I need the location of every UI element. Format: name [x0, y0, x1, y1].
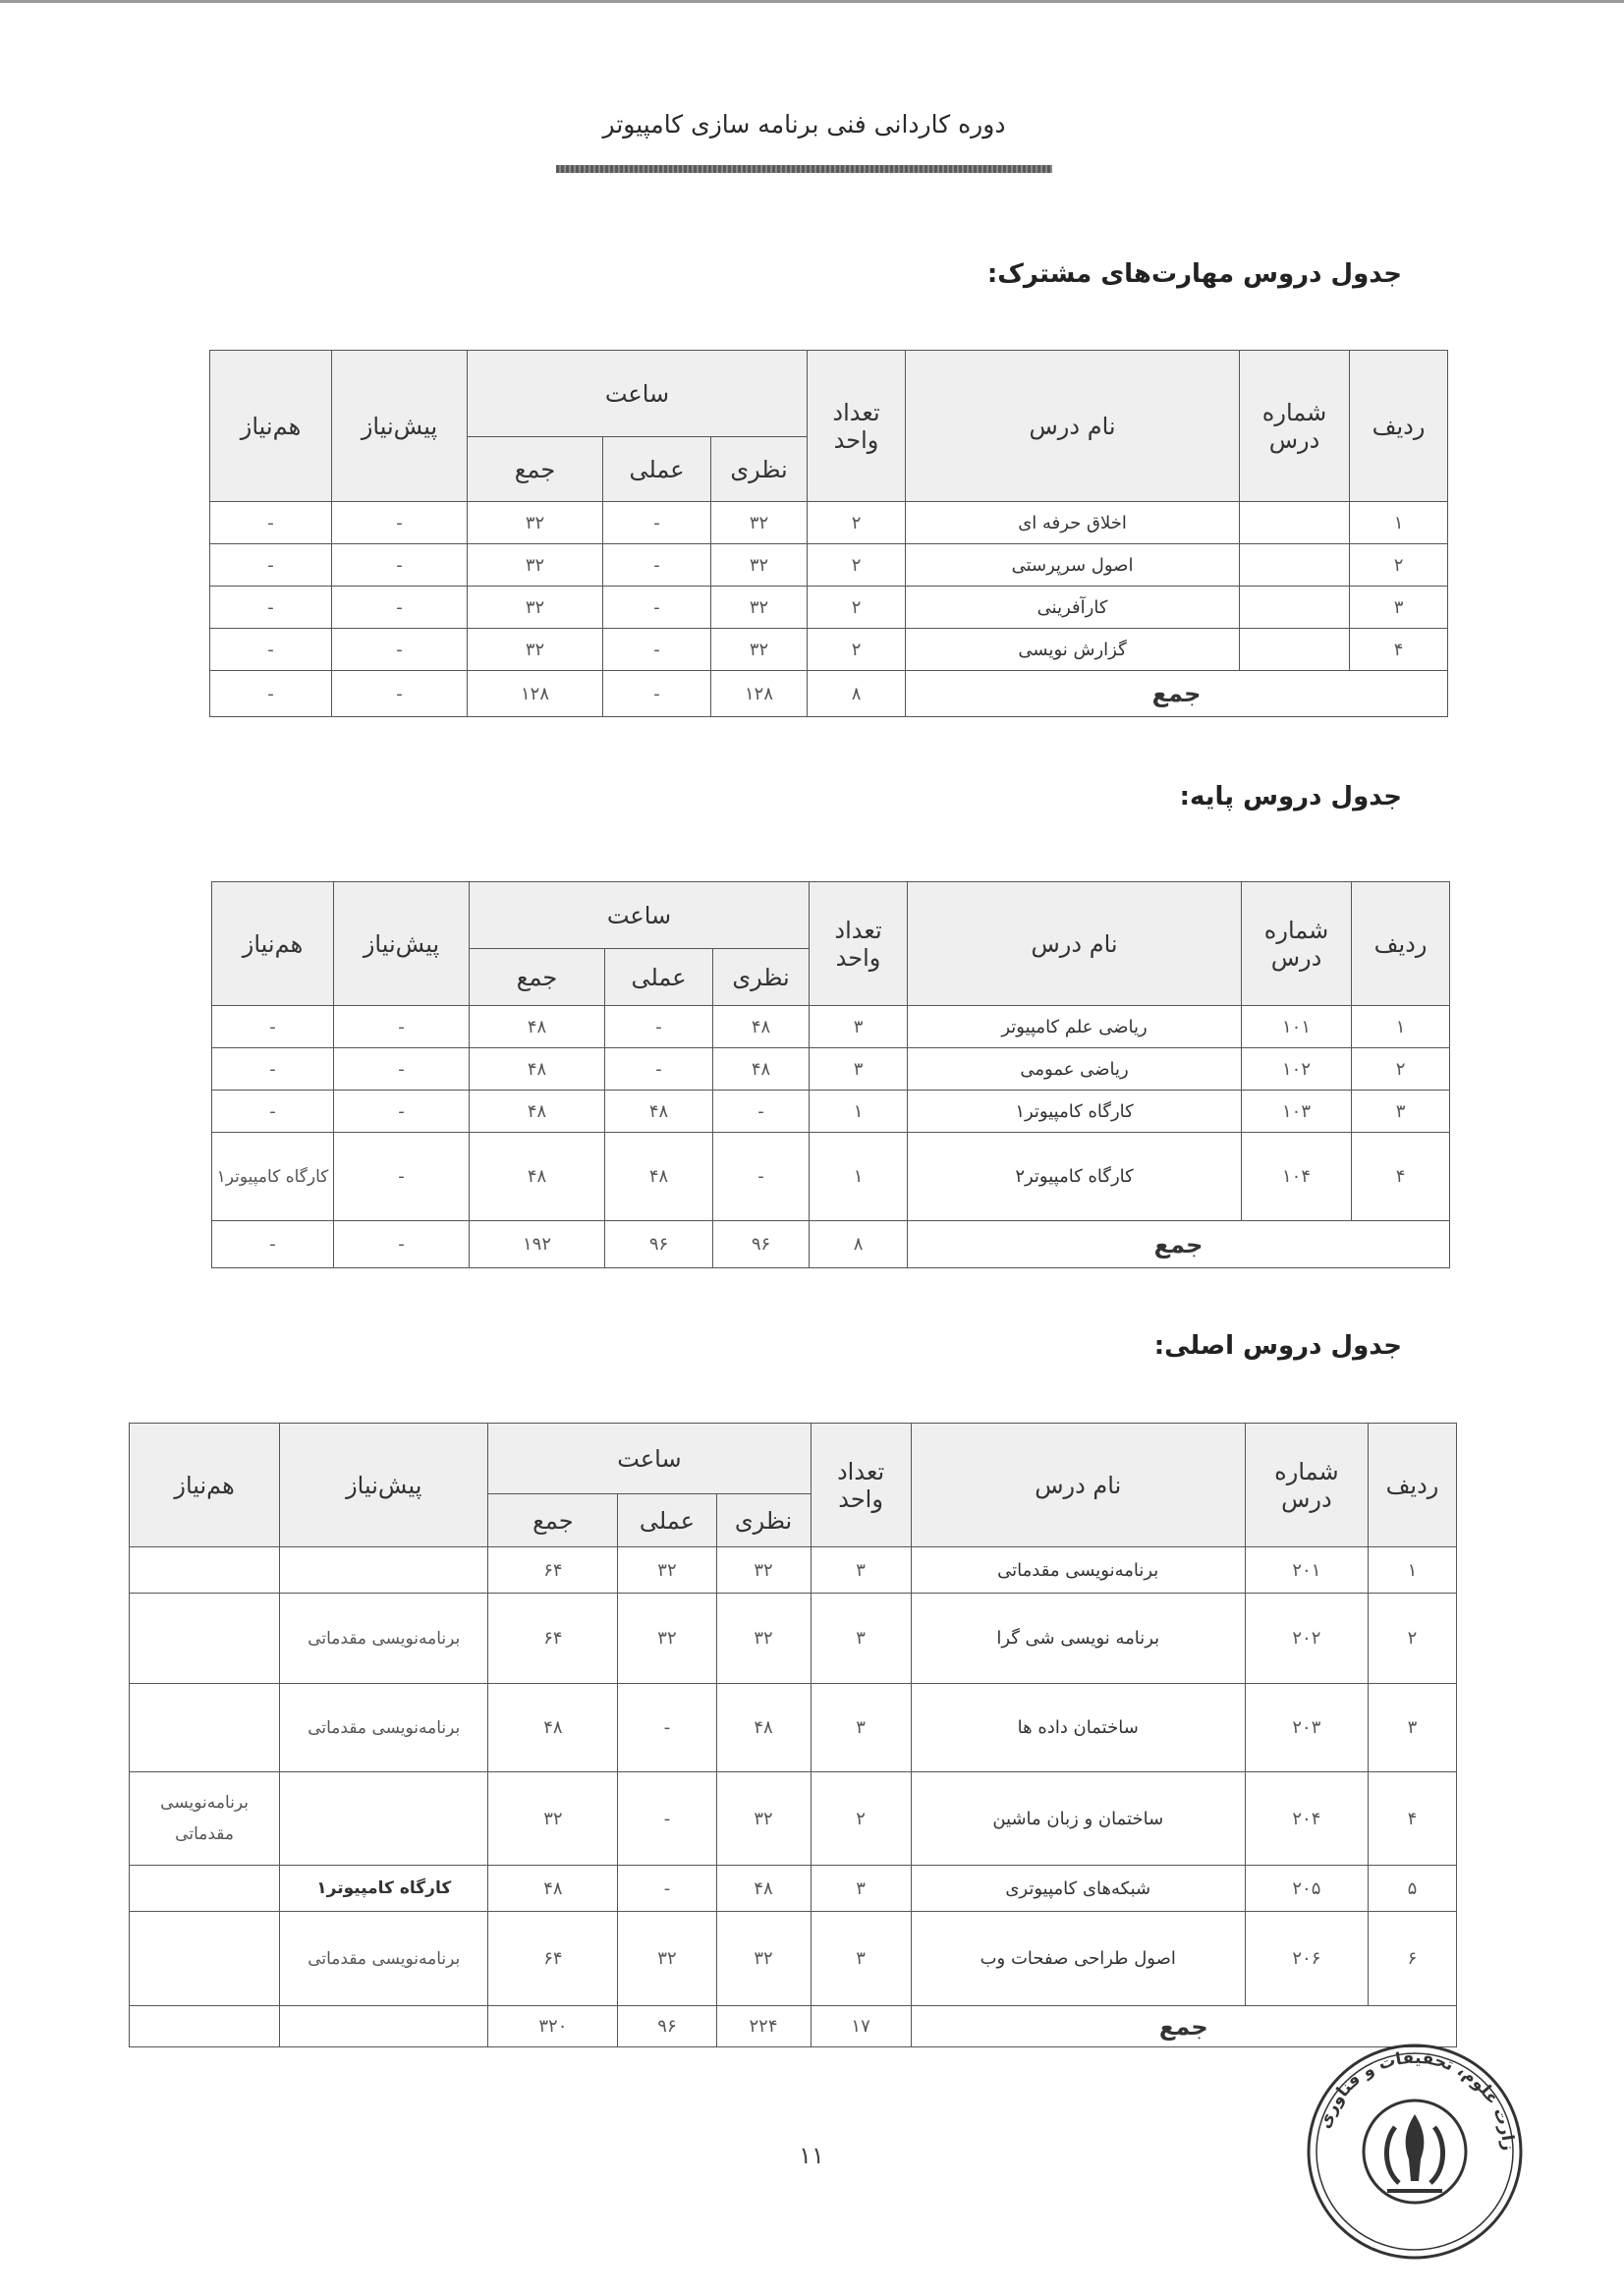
cell-prereq: -: [332, 502, 468, 544]
cell-code: [1240, 587, 1350, 629]
col-name-header: نام درس: [908, 882, 1242, 1006]
cell-theory: ۳۲: [711, 544, 808, 587]
cell-units: ۲: [808, 629, 906, 671]
cell-name: شبکه‌های کامپیوتری: [911, 1866, 1245, 1912]
cell-row: ۵: [1368, 1866, 1456, 1912]
cell-coreq: [130, 1684, 280, 1772]
sum-total: ۳۲۰: [488, 2006, 618, 2047]
cell-prereq: برنامه‌نویسی مقدماتی: [280, 1684, 488, 1772]
sum-theory: ۱۲۸: [711, 671, 808, 717]
cell-prereq: -: [334, 1048, 470, 1091]
col-row-header: ردیف: [1352, 882, 1450, 1006]
cell-code: [1240, 629, 1350, 671]
cell-theory: ۳۲: [716, 1772, 811, 1866]
cell-row: ۶: [1368, 1912, 1456, 2006]
sum-prereq: -: [334, 1221, 470, 1268]
cell-name: ریاضی عمومی: [908, 1048, 1242, 1091]
cell-code: ۲۰۳: [1245, 1684, 1368, 1772]
cell-coreq: [130, 1547, 280, 1594]
cell-practical: -: [603, 502, 711, 544]
col-total-header: جمع: [468, 437, 603, 502]
cell-prereq: برنامه‌نویسی مقدماتی: [280, 1594, 488, 1684]
sum-label: جمع: [911, 2006, 1456, 2047]
cell-row: ۴: [1350, 629, 1448, 671]
cell-practical: -: [618, 1772, 716, 1866]
page-number: ۱۱: [799, 2142, 824, 2169]
sum-theory: ۹۶: [713, 1221, 810, 1268]
sum-theory: ۲۲۴: [716, 2006, 811, 2047]
cell-prereq: برنامه‌نویسی مقدماتی: [280, 1912, 488, 2006]
sum-row: [130, 2006, 1457, 2047]
cell-coreq: برنامه‌نویسی مقدماتی: [130, 1772, 280, 1866]
cell-units: ۱: [810, 1091, 908, 1133]
sum-practical: ۹۶: [605, 1221, 713, 1268]
cell-total: ۳۲: [468, 502, 603, 544]
cell-code: [1240, 544, 1350, 587]
sum-row: [210, 671, 1448, 717]
col-theory-header: نظری: [716, 1494, 811, 1547]
section-title-basic-courses: جدول دروس پایه:: [1179, 782, 1402, 812]
sum-label: جمع: [906, 671, 1448, 717]
cell-name: اخلاق حرفه ای: [906, 502, 1240, 544]
table-row: [130, 1866, 1457, 1912]
col-name-header: نام درس: [906, 351, 1240, 502]
cell-theory: ۴۸: [713, 1006, 810, 1048]
cell-row: ۲: [1352, 1048, 1450, 1091]
col-hours-header: ساعت: [468, 351, 808, 437]
col-prereq-header: پیش‌نیاز: [332, 351, 468, 502]
table-row: [130, 1547, 1457, 1594]
cell-coreq: [130, 1866, 280, 1912]
cell-coreq: -: [212, 1091, 334, 1133]
cell-coreq: -: [212, 1006, 334, 1048]
cell-units: ۳: [811, 1912, 911, 2006]
header-underline: [556, 165, 1052, 173]
cell-prereq: -: [334, 1006, 470, 1048]
col-name-header: نام درس: [911, 1424, 1245, 1547]
table-row: [130, 1912, 1457, 2006]
section-title-main-courses: جدول دروس اصلی:: [1153, 1331, 1402, 1361]
cell-code: ۲۰۱: [1245, 1547, 1368, 1594]
table-row: [212, 1133, 1450, 1221]
col-coreq-header: هم‌نیاز: [212, 882, 334, 1006]
cell-practical: ۳۲: [618, 1594, 716, 1684]
cell-coreq: -: [210, 544, 332, 587]
sum-practical: ۹۶: [618, 2006, 716, 2047]
cell-code: ۱۰۲: [1242, 1048, 1352, 1091]
cell-units: ۲: [811, 1772, 911, 1866]
col-prereq-header: پیش‌نیاز: [280, 1424, 488, 1547]
table-row: [210, 629, 1448, 671]
cell-units: ۳: [811, 1594, 911, 1684]
cell-total: ۶۴: [488, 1547, 618, 1594]
sum-practical: -: [603, 671, 711, 717]
cell-theory: ۳۲: [711, 587, 808, 629]
col-hours-header: ساعت: [470, 882, 810, 949]
cell-row: ۳: [1350, 587, 1448, 629]
cell-name: گزارش نویسی: [906, 629, 1240, 671]
col-total-header: جمع: [488, 1494, 618, 1547]
sum-label: جمع: [908, 1221, 1450, 1268]
cell-total: ۴۸: [470, 1091, 605, 1133]
cell-theory: -: [713, 1091, 810, 1133]
cell-practical: ۴۸: [605, 1133, 713, 1221]
col-row-header: ردیف: [1350, 351, 1448, 502]
col-theory-header: نظری: [713, 949, 810, 1006]
cell-theory: ۳۲: [716, 1594, 811, 1684]
svg-text:وزارت علوم، تحقیقات و فناوری: زارت علوم، تحقیقات و فناوری: [1315, 2047, 1519, 2152]
main-courses-table: [129, 1423, 1457, 2047]
cell-code: ۱۰۳: [1242, 1091, 1352, 1133]
cell-theory: -: [713, 1133, 810, 1221]
cell-total: ۴۸: [470, 1006, 605, 1048]
cell-units: ۲: [808, 544, 906, 587]
cell-name: کارگاه کامپیوتر۱: [908, 1091, 1242, 1133]
col-practical-header: عملی: [605, 949, 713, 1006]
sum-units: ۸: [808, 671, 906, 717]
cell-units: ۳: [811, 1547, 911, 1594]
col-prereq-header: پیش‌نیاز: [334, 882, 470, 1006]
cell-units: ۲: [808, 587, 906, 629]
sum-coreq: [130, 2006, 280, 2047]
cell-practical: ۴۸: [605, 1091, 713, 1133]
cell-practical: -: [605, 1006, 713, 1048]
cell-name: ریاضی علم کامپیوتر: [908, 1006, 1242, 1048]
table-row: [130, 1594, 1457, 1684]
col-practical-header: عملی: [603, 437, 711, 502]
table-row: [130, 1684, 1457, 1772]
cell-total: ۳۲: [468, 629, 603, 671]
cell-code: [1240, 502, 1350, 544]
shared-skills-table: [209, 350, 1448, 717]
cell-total: ۴۸: [470, 1048, 605, 1091]
cell-name: اصول سرپرستی: [906, 544, 1240, 587]
cell-practical: -: [603, 629, 711, 671]
sum-prereq: -: [332, 671, 468, 717]
cell-units: ۳: [810, 1006, 908, 1048]
sum-total: ۱۲۸: [468, 671, 603, 717]
cell-prereq: [280, 1772, 488, 1866]
cell-row: ۴: [1352, 1133, 1450, 1221]
page-top-border: [0, 0, 1624, 3]
sum-total: ۱۹۲: [470, 1221, 605, 1268]
col-code-header: شماره درس: [1240, 351, 1350, 502]
cell-theory: ۳۲: [711, 629, 808, 671]
col-coreq-header: هم‌نیاز: [130, 1424, 280, 1547]
cell-coreq: -: [212, 1048, 334, 1091]
cell-total: ۳۲: [468, 587, 603, 629]
cell-code: ۱۰۴: [1242, 1133, 1352, 1221]
cell-coreq: -: [210, 502, 332, 544]
cell-practical: -: [603, 587, 711, 629]
cell-code: ۲۰۶: [1245, 1912, 1368, 2006]
cell-row: ۱: [1352, 1006, 1450, 1048]
cell-prereq: کارگاه کامپیوتر۱: [280, 1866, 488, 1912]
table-row: [212, 1048, 1450, 1091]
cell-coreq: -: [210, 587, 332, 629]
section-title-shared-skills: جدول دروس مهارت‌های مشترک:: [986, 259, 1402, 289]
cell-prereq: -: [332, 629, 468, 671]
col-code-header: شماره درس: [1242, 882, 1352, 1006]
cell-theory: ۳۲: [716, 1547, 811, 1594]
cell-practical: ۳۲: [618, 1547, 716, 1594]
cell-row: ۱: [1350, 502, 1448, 544]
table-row: [210, 587, 1448, 629]
col-units-header: تعداد واحد: [810, 882, 908, 1006]
table-row: [210, 544, 1448, 587]
sum-units: ۸: [810, 1221, 908, 1268]
cell-row: ۲: [1368, 1594, 1456, 1684]
cell-code: ۲۰۴: [1245, 1772, 1368, 1866]
sum-coreq: -: [212, 1221, 334, 1268]
col-units-header: تعداد واحد: [811, 1424, 911, 1547]
col-row-header: ردیف: [1368, 1424, 1456, 1547]
cell-practical: ۳۲: [618, 1912, 716, 2006]
cell-total: ۳۲: [468, 544, 603, 587]
cell-total: ۴۸: [488, 1866, 618, 1912]
cell-practical: -: [618, 1866, 716, 1912]
basic-courses-table: [211, 881, 1450, 1268]
cell-total: ۴۸: [488, 1684, 618, 1772]
cell-coreq: [130, 1912, 280, 2006]
cell-prereq: -: [334, 1133, 470, 1221]
col-total-header: جمع: [470, 949, 605, 1006]
cell-coreq: کارگاه کامپیوتر۱: [212, 1133, 334, 1221]
col-code-header: شماره درس: [1245, 1424, 1368, 1547]
cell-row: ۴: [1368, 1772, 1456, 1866]
sum-coreq: -: [210, 671, 332, 717]
cell-row: ۲: [1350, 544, 1448, 587]
cell-units: ۲: [808, 502, 906, 544]
cell-name: ساختمان داده ها: [911, 1684, 1245, 1772]
cell-units: ۳: [811, 1866, 911, 1912]
cell-name: کارگاه کامپیوتر۲: [908, 1133, 1242, 1221]
cell-code: ۲۰۵: [1245, 1866, 1368, 1912]
cell-theory: ۴۸: [713, 1048, 810, 1091]
cell-practical: -: [618, 1684, 716, 1772]
cell-total: ۶۴: [488, 1594, 618, 1684]
cell-prereq: -: [334, 1091, 470, 1133]
cell-practical: -: [603, 544, 711, 587]
table-row: [210, 502, 1448, 544]
cell-code: ۱۰۱: [1242, 1006, 1352, 1048]
cell-theory: ۴۸: [716, 1866, 811, 1912]
cell-coreq: [130, 1594, 280, 1684]
sum-units: ۱۷: [811, 2006, 911, 2047]
cell-total: ۳۲: [488, 1772, 618, 1866]
cell-practical: -: [605, 1048, 713, 1091]
col-theory-header: نظری: [711, 437, 808, 502]
table-row: [212, 1091, 1450, 1133]
page-header-title: دوره کاردانی فنی برنامه سازی کامپیوتر: [602, 110, 1006, 139]
cell-units: ۳: [811, 1684, 911, 1772]
col-coreq-header: هم‌نیاز: [210, 351, 332, 502]
cell-prereq: -: [332, 544, 468, 587]
cell-coreq: -: [210, 629, 332, 671]
sum-row: [212, 1221, 1450, 1268]
cell-total: ۴۸: [470, 1133, 605, 1221]
cell-theory: ۳۲: [716, 1912, 811, 2006]
cell-total: ۶۴: [488, 1912, 618, 2006]
cell-theory: ۴۸: [716, 1684, 811, 1772]
cell-row: ۳: [1352, 1091, 1450, 1133]
sum-prereq: [280, 2006, 488, 2047]
ministry-seal-stamp: [1297, 2034, 1533, 2269]
cell-prereq: -: [332, 587, 468, 629]
cell-name: ساختمان و زبان ماشین: [911, 1772, 1245, 1866]
cell-row: ۳: [1368, 1684, 1456, 1772]
table-row: [130, 1772, 1457, 1866]
cell-prereq: [280, 1547, 488, 1594]
cell-theory: ۳۲: [711, 502, 808, 544]
cell-row: ۱: [1368, 1547, 1456, 1594]
cell-name: اصول طراحی صفحات وب: [911, 1912, 1245, 2006]
col-practical-header: عملی: [618, 1494, 716, 1547]
col-hours-header: ساعت: [488, 1424, 811, 1494]
col-units-header: تعداد واحد: [808, 351, 906, 502]
cell-name: کارآفرینی: [906, 587, 1240, 629]
table-row: [212, 1006, 1450, 1048]
cell-name: برنامه‌نویسی مقدماتی: [911, 1547, 1245, 1594]
cell-units: ۳: [810, 1048, 908, 1091]
cell-name: برنامه نویسی شی گرا: [911, 1594, 1245, 1684]
cell-units: ۱: [810, 1133, 908, 1221]
cell-code: ۲۰۲: [1245, 1594, 1368, 1684]
